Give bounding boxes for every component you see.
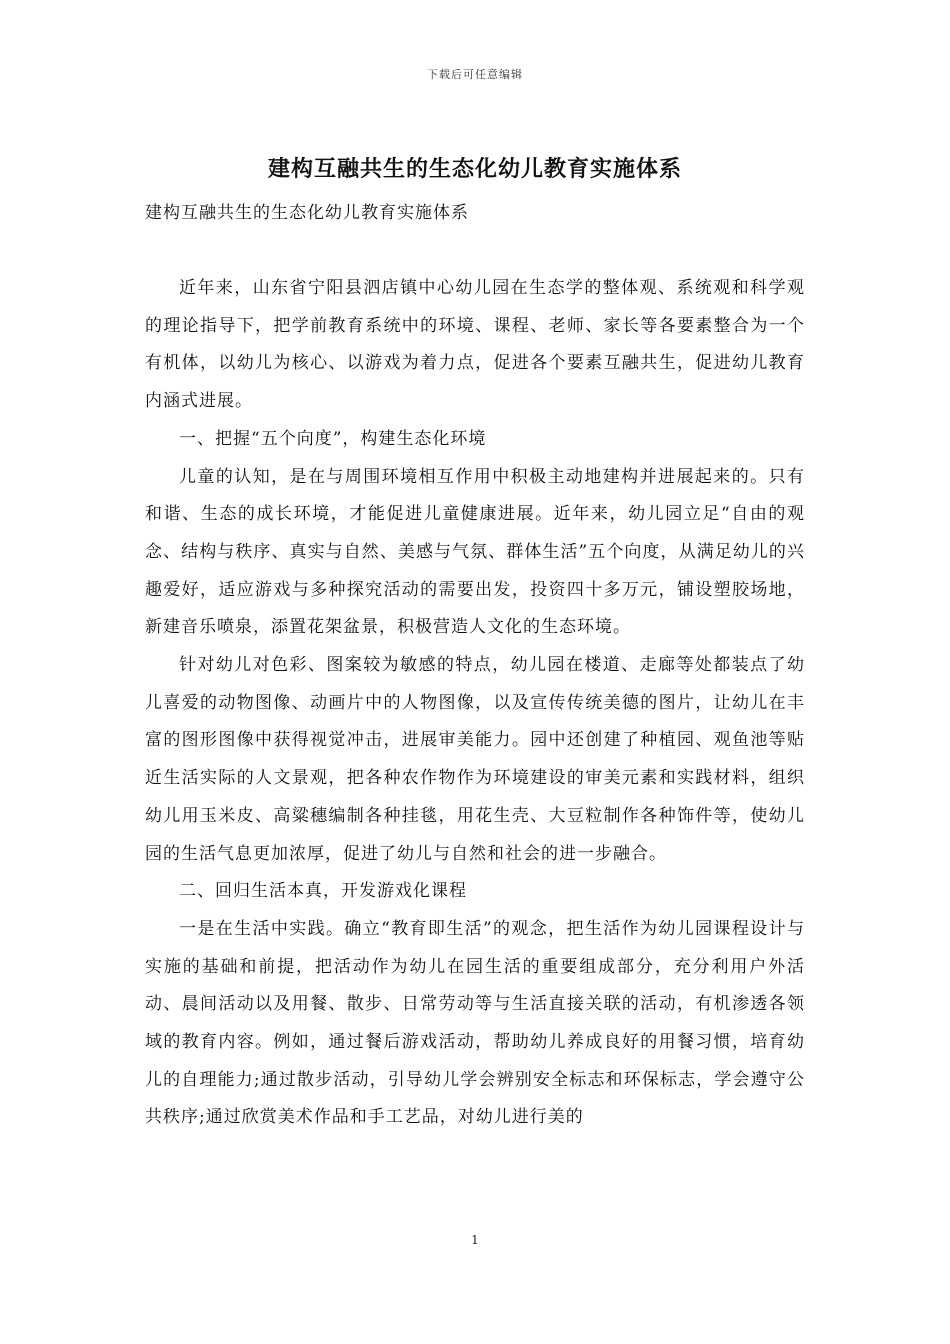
section-heading-1: 一、把握“五个向度”，构建生态化环境 [179,428,487,449]
header-note: 下载后可任意编辑 [427,68,523,81]
page-number: 1 [471,1233,479,1247]
section-heading-2: 二、回归生活本真，开发游戏化课程 [179,881,467,902]
document-title: 建构互融共生的生态化幼儿教育实施体系 [267,156,682,182]
paragraph-intro: 近年来，山东省宁阳县泗店镇中心幼儿园在生态学的整体观、系统观和科学观的理论指导下，把学前教育系统中的环境、课程、老师、家长等各要素整合为一个有机体，以幼儿为核心、以游戏为着力点，促进各个要素互融共生，促进幼儿教育内涵式进展。 [145,278,805,412]
paragraph-life-practice: 一是在生活中实践。确立“教育即生活”的观念，把生活作为幼儿园课程设计与实施的基础和前提，把活动作为幼儿在园生活的重要组成部分，充分利用户外活动、晨间活动以及用餐、散步、日常劳动等与生活直接关联的活动，有机渗透各领域的教育内容。例如，通过餐后游戏活动，帮助幼儿养成良好的用餐习惯，培育幼儿的自理能力;通过散步活动，引导幼儿学会辨别安全标志和环保标志，学会遵守公共秩序;通过欣赏美术作品和手工艺品，对幼儿进行美的 [145,918,805,1128]
paragraph-decoration: 针对幼儿对色彩、图案较为敏感的特点，幼儿园在楼道、走廊等处都装点了幼儿喜爱的动物图像、动画片中的人物图像，以及宣传传统美德的图片，让幼儿在丰富的图形图像中获得视觉冲击，进展审美能力。园中还创建了种植园、观鱼池等贴近生活实际的人文景观，把各种农作物作为环境建设的审美元素和实践材料，组织幼儿用玉米皮、高粱穗编制各种挂毯，用花生壳、大豆粒制作各种饰件等，使幼儿园的生活气息更加浓厚，促进了幼儿与自然和社会的进一步融合。 [145,655,805,864]
document-subtitle: 建构互融共生的生态化幼儿教育实施体系 [145,203,469,223]
paragraph-environment: 儿童的认知，是在与周围环境相互作用中积极主动地建构并进展起来的。只有和谐、生态的成长环境，才能促进儿童健康进展。近年来，幼儿园立足“自由的观念、结构与秩序、真实与自然、美感与气氛、群体生活”五个向度，从满足幼儿的兴趣爱好，适应游戏与多种探究活动的需要出发，投资四十多万元，铺设塑胶场地，新建音乐喷泉，添置花架盆景，积极营造人文化的生态环境。 [145,466,805,638]
document-body [145,270,805,1137]
